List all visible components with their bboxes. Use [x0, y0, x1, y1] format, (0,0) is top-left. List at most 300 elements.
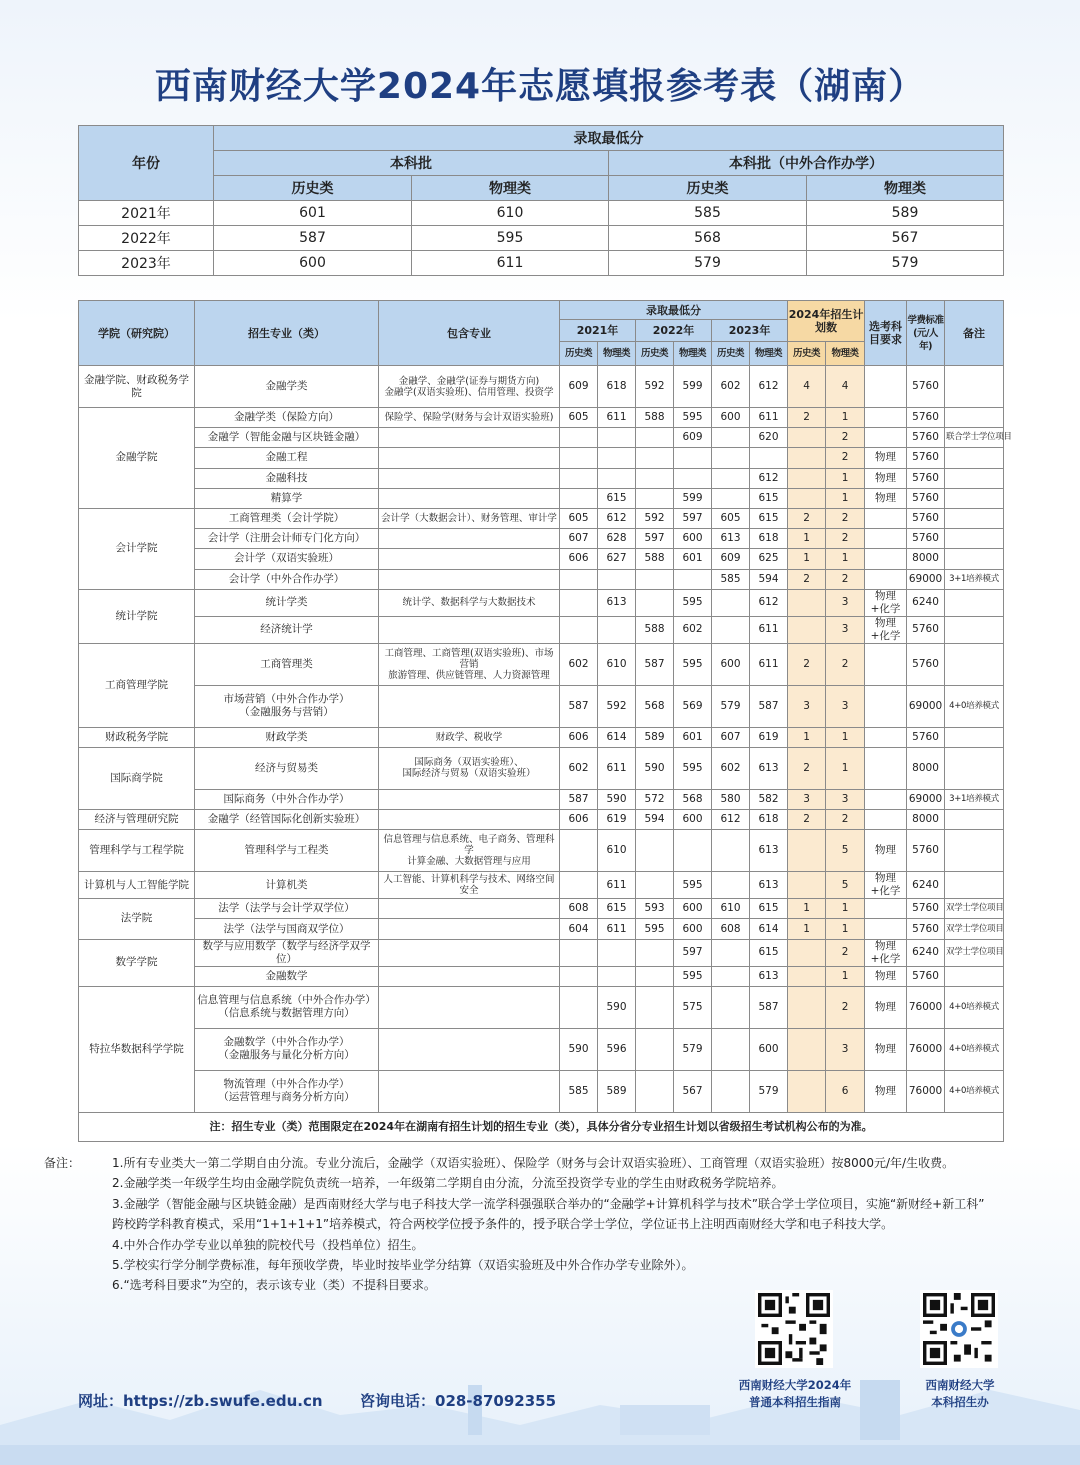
score-cell	[636, 939, 674, 966]
remark-cell: 3+1培养模式	[945, 789, 1004, 809]
score-cell: 585	[560, 1070, 598, 1112]
score-cell: 615	[598, 488, 636, 508]
college-cell: 金融学院、财政税务学院	[79, 366, 195, 408]
score-cell: 611	[750, 643, 788, 685]
header-min-score: 录取最低分	[560, 301, 788, 320]
college-cell: 金融学院	[79, 408, 195, 509]
score-cell: 602	[712, 366, 750, 408]
score-cell	[598, 966, 636, 986]
score-cell: 569	[674, 685, 712, 727]
remark-cell	[945, 830, 1004, 872]
major-cell: 市场营销（中外合作办学） （金融服务与营销）	[195, 685, 379, 727]
score-cell: 579	[750, 1070, 788, 1112]
major-cell: 金融学类（保险方向）	[195, 408, 379, 428]
score-cell: 605	[712, 508, 750, 528]
table-row	[79, 589, 1004, 616]
score-cell: 611	[598, 919, 636, 939]
score-cell: 590	[560, 1028, 598, 1070]
score-cell: 568	[609, 226, 807, 251]
score-cell: 612	[750, 366, 788, 408]
include-cell	[379, 529, 560, 549]
score-cell	[636, 830, 674, 872]
include-cell	[379, 966, 560, 986]
subject-cell	[865, 747, 907, 789]
header-year: 年份	[79, 126, 214, 201]
remark-cell: 双学士学位项目	[945, 919, 1004, 939]
major-cell: 计算机类	[195, 872, 379, 899]
major-cell: 工商管理类	[195, 643, 379, 685]
year-cell: 2023年	[79, 251, 214, 276]
score-cell	[636, 468, 674, 488]
include-cell	[379, 616, 560, 643]
score-cell: 625	[750, 549, 788, 569]
score-cell	[598, 939, 636, 966]
subject-cell	[865, 428, 907, 448]
score-cell	[712, 448, 750, 468]
plan-physics-cell: 6	[826, 1070, 865, 1112]
subject-cell	[865, 810, 907, 830]
header-history: 历史类	[636, 342, 674, 366]
fee-cell: 76000	[907, 986, 945, 1028]
subject-cell: 物理	[865, 986, 907, 1028]
score-cell: 612	[750, 589, 788, 616]
include-cell	[379, 448, 560, 468]
include-cell	[379, 549, 560, 569]
major-cell: 经济统计学	[195, 616, 379, 643]
include-cell	[379, 810, 560, 830]
header-year-2023: 2023年	[712, 320, 788, 342]
plan-physics-cell: 5	[826, 830, 865, 872]
summary-row	[79, 201, 1004, 226]
header-remark: 备注	[945, 301, 1004, 366]
score-cell: 613	[750, 747, 788, 789]
score-cell	[560, 448, 598, 468]
plan-physics-cell: 1	[826, 899, 865, 919]
score-cell	[674, 448, 712, 468]
include-cell: 工商管理、工商管理(双语实验班)、市场营销 旅游管理、供应链管理、人力资源管理	[379, 643, 560, 685]
header-year-2021: 2021年	[560, 320, 636, 342]
plan-physics-cell: 3	[826, 589, 865, 616]
include-cell	[379, 919, 560, 939]
score-cell: 593	[636, 899, 674, 919]
header-min-score: 录取最低分	[214, 126, 1004, 151]
score-cell: 610	[598, 830, 636, 872]
fee-cell: 5760	[907, 468, 945, 488]
score-cell: 604	[560, 919, 598, 939]
fee-cell: 76000	[907, 1028, 945, 1070]
fee-cell: 6240	[907, 872, 945, 899]
score-cell: 615	[750, 488, 788, 508]
remark-cell: 双学士学位项目	[945, 899, 1004, 919]
remark-cell: 双学士学位项目	[945, 939, 1004, 966]
score-cell: 609	[712, 549, 750, 569]
score-cell	[636, 569, 674, 589]
score-cell: 601	[674, 549, 712, 569]
plan-history-cell: 2	[788, 643, 826, 685]
header-joint-batch: 本科批（中外合作办学）	[609, 151, 1004, 176]
score-cell: 595	[674, 747, 712, 789]
subject-cell: 物理+化学	[865, 939, 907, 966]
score-cell	[560, 616, 598, 643]
major-cell: 物流管理（中外合作办学） （运营管理与商务分析方向）	[195, 1070, 379, 1112]
subject-cell	[865, 508, 907, 528]
major-cell: 金融学（智能金融与区块链金融）	[195, 428, 379, 448]
score-cell: 619	[598, 810, 636, 830]
include-cell: 保险学、保险学(财务与会计双语实验班)	[379, 408, 560, 428]
score-cell: 594	[636, 810, 674, 830]
major-cell: 精算学	[195, 488, 379, 508]
score-cell: 592	[636, 508, 674, 528]
subject-cell: 物理	[865, 468, 907, 488]
score-cell: 590	[598, 789, 636, 809]
remark-cell	[945, 966, 1004, 986]
score-cell: 585	[712, 569, 750, 589]
score-cell: 609	[560, 366, 598, 408]
subject-cell: 物理	[865, 448, 907, 468]
major-cell: 金融学（经管国际化创新实验班）	[195, 810, 379, 830]
score-cell	[560, 830, 598, 872]
remark-cell: 4+0培养模式	[945, 1028, 1004, 1070]
score-cell	[560, 428, 598, 448]
score-cell	[560, 488, 598, 508]
score-cell: 602	[560, 747, 598, 789]
subject-cell	[865, 549, 907, 569]
header-subject: 选考科目要求	[865, 301, 907, 366]
plan-history-cell	[788, 1070, 826, 1112]
score-cell	[598, 616, 636, 643]
plan-physics-cell: 2	[826, 508, 865, 528]
score-cell: 614	[598, 727, 636, 747]
header-regular-batch: 本科批	[214, 151, 609, 176]
table-row	[79, 830, 1004, 872]
score-cell	[712, 1028, 750, 1070]
plan-physics-cell: 1	[826, 727, 865, 747]
subject-cell: 物理	[865, 1028, 907, 1070]
score-cell: 595	[636, 919, 674, 939]
score-cell: 597	[674, 508, 712, 528]
notes-section	[44, 1153, 1018, 1296]
score-cell: 599	[674, 488, 712, 508]
plan-physics-cell: 1	[826, 747, 865, 789]
score-cell: 620	[750, 428, 788, 448]
score-cell: 605	[560, 408, 598, 428]
include-cell	[379, 685, 560, 727]
table-row	[79, 428, 1004, 448]
fee-cell: 8000	[907, 549, 945, 569]
score-cell	[674, 569, 712, 589]
qr-caption-guide: 西南财经大学2024年 普通本科招生指南	[738, 1378, 852, 1409]
major-cell: 金融数学（中外合作办学） （金融服务与量化分析方向）	[195, 1028, 379, 1070]
score-cell: 610	[712, 899, 750, 919]
plan-history-cell: 1	[788, 529, 826, 549]
subject-cell: 物理	[865, 1070, 907, 1112]
score-cell	[750, 448, 788, 468]
plan-history-cell	[788, 830, 826, 872]
subject-cell	[865, 366, 907, 408]
subject-cell	[865, 529, 907, 549]
include-cell: 信息管理与信息系统、电子商务、管理科学 计算金融、大数据管理与应用	[379, 830, 560, 872]
table-row	[79, 966, 1004, 986]
score-cell: 606	[560, 549, 598, 569]
score-cell: 579	[712, 685, 750, 727]
fee-cell: 5760	[907, 899, 945, 919]
major-cell: 法学（法学与会计学双学位）	[195, 899, 379, 919]
phone-number: 咨询电话：028-87092355	[360, 1392, 557, 1410]
plan-history-cell	[788, 589, 826, 616]
table-row	[79, 508, 1004, 528]
score-cell: 600	[674, 529, 712, 549]
table-row	[79, 986, 1004, 1028]
score-cell	[636, 966, 674, 986]
qr-caption-office: 西南财经大学 本科招生办	[925, 1378, 995, 1409]
score-cell: 602	[674, 616, 712, 643]
remark-cell	[945, 643, 1004, 685]
major-cell: 工商管理类（会计学院）	[195, 508, 379, 528]
major-cell: 会计学（中外合作办学）	[195, 569, 379, 589]
include-cell	[379, 428, 560, 448]
plan-physics-cell: 2	[826, 448, 865, 468]
remark-cell: 4+0培养模式	[945, 1070, 1004, 1112]
plan-history-cell	[788, 986, 826, 1028]
subject-cell	[865, 919, 907, 939]
plan-physics-cell: 1	[826, 408, 865, 428]
table-row	[79, 366, 1004, 408]
score-cell	[636, 448, 674, 468]
plan-physics-cell: 4	[826, 366, 865, 408]
include-cell	[379, 569, 560, 589]
score-cell: 568	[636, 685, 674, 727]
score-cell	[712, 986, 750, 1028]
fee-cell: 5760	[907, 643, 945, 685]
score-cell: 613	[598, 589, 636, 616]
score-cell: 588	[636, 616, 674, 643]
fee-cell: 5760	[907, 488, 945, 508]
college-cell: 经济与管理研究院	[79, 810, 195, 830]
major-cell: 数学与应用数学（数学与经济学双学位）	[195, 939, 379, 966]
score-cell: 579	[674, 1028, 712, 1070]
score-cell: 601	[674, 727, 712, 747]
plan-history-cell	[788, 448, 826, 468]
score-cell: 611	[598, 872, 636, 899]
year-cell: 2021年	[79, 201, 214, 226]
plan-physics-cell: 1	[826, 468, 865, 488]
plan-history-cell: 2	[788, 569, 826, 589]
score-cell: 600	[674, 919, 712, 939]
fee-cell: 69000	[907, 789, 945, 809]
table-row	[79, 872, 1004, 899]
fee-cell: 76000	[907, 1070, 945, 1112]
header-history: 历史类	[560, 342, 598, 366]
score-cell: 588	[636, 549, 674, 569]
score-cell: 608	[712, 919, 750, 939]
fee-cell: 5760	[907, 428, 945, 448]
website-link[interactable]: 网址：https://zb.swufe.edu.cn	[78, 1392, 323, 1410]
fee-cell: 6240	[907, 589, 945, 616]
remark-cell	[945, 448, 1004, 468]
remark-cell	[945, 508, 1004, 528]
score-cell: 600	[214, 251, 412, 276]
subject-cell	[865, 727, 907, 747]
college-cell: 国际商学院	[79, 747, 195, 809]
remark-cell	[945, 549, 1004, 569]
note-item: 3.金融学（智能金融与区块链金融）是西南财经大学与电子科技大学一流学科强强联合举办的“金融学+计算机科学与技术”联合学士学位项目，实施“新财经+新工科”	[112, 1196, 985, 1211]
college-cell: 计算机与人工智能学院	[79, 872, 195, 899]
score-cell: 572	[636, 789, 674, 809]
remark-cell	[945, 727, 1004, 747]
table-row	[79, 529, 1004, 549]
college-cell: 法学院	[79, 899, 195, 939]
score-cell	[598, 468, 636, 488]
score-cell: 596	[598, 1028, 636, 1070]
score-cell: 588	[636, 408, 674, 428]
plan-physics-cell: 1	[826, 549, 865, 569]
remark-cell	[945, 488, 1004, 508]
fee-cell: 5760	[907, 448, 945, 468]
score-cell: 628	[598, 529, 636, 549]
score-cell: 587	[750, 986, 788, 1028]
subject-cell: 物理+化学	[865, 872, 907, 899]
header-physics: 物理类	[598, 342, 636, 366]
score-cell: 595	[674, 643, 712, 685]
note-item: 4.中外合作办学专业以单独的院校代号（投档单位）招生。	[112, 1237, 424, 1252]
fee-cell: 8000	[907, 747, 945, 789]
major-cell: 经济与贸易类	[195, 747, 379, 789]
score-cell: 595	[674, 966, 712, 986]
plan-history-cell	[788, 939, 826, 966]
include-cell	[379, 899, 560, 919]
score-cell: 606	[560, 810, 598, 830]
score-cell: 602	[712, 747, 750, 789]
major-cell: 金融工程	[195, 448, 379, 468]
score-cell	[560, 939, 598, 966]
score-cell	[560, 589, 598, 616]
table-row	[79, 789, 1004, 809]
score-cell	[598, 428, 636, 448]
score-cell: 607	[712, 727, 750, 747]
score-cell: 614	[750, 919, 788, 939]
score-cell	[712, 1070, 750, 1112]
major-cell: 管理科学与工程类	[195, 830, 379, 872]
header-history: 历史类	[609, 176, 807, 201]
score-cell: 600	[712, 408, 750, 428]
remark-cell: 3+1培养模式	[945, 569, 1004, 589]
plan-history-cell	[788, 468, 826, 488]
remark-cell	[945, 468, 1004, 488]
summary-score-table	[78, 125, 1004, 276]
include-cell	[379, 939, 560, 966]
score-cell: 587	[560, 685, 598, 727]
major-cell: 法学（法学与国商双学位）	[195, 919, 379, 939]
plan-history-cell: 2	[788, 810, 826, 830]
include-cell	[379, 1070, 560, 1112]
score-cell: 580	[712, 789, 750, 809]
score-cell: 585	[609, 201, 807, 226]
score-cell: 589	[807, 201, 1004, 226]
subject-cell: 物理	[865, 966, 907, 986]
score-cell: 600	[674, 899, 712, 919]
plan-physics-cell: 2	[826, 529, 865, 549]
score-cell	[636, 1028, 674, 1070]
fee-cell: 8000	[907, 810, 945, 830]
table-row	[79, 1028, 1004, 1070]
score-cell: 619	[750, 727, 788, 747]
plan-history-cell: 1	[788, 899, 826, 919]
score-cell: 575	[674, 986, 712, 1028]
plan-history-cell: 2	[788, 408, 826, 428]
score-cell: 597	[636, 529, 674, 549]
remark-cell	[945, 529, 1004, 549]
table-row	[79, 569, 1004, 589]
major-cell: 会计学（双语实验班）	[195, 549, 379, 569]
table-note-row	[79, 1112, 1004, 1141]
plan-physics-cell: 1	[826, 966, 865, 986]
score-cell	[712, 966, 750, 986]
college-cell: 数学学院	[79, 939, 195, 986]
header-physics: 物理类	[674, 342, 712, 366]
include-cell: 金融学、金融学(证券与期货方向) 金融学(双语实验班)、信用管理、投资学	[379, 366, 560, 408]
score-cell	[712, 488, 750, 508]
score-cell	[636, 986, 674, 1028]
college-cell: 统计学院	[79, 589, 195, 643]
remark-cell	[945, 408, 1004, 428]
score-cell: 613	[750, 872, 788, 899]
score-cell: 618	[598, 366, 636, 408]
plan-physics-cell: 3	[826, 789, 865, 809]
score-cell: 610	[598, 643, 636, 685]
plan-physics-cell: 1	[826, 488, 865, 508]
score-cell: 618	[750, 810, 788, 830]
score-cell: 590	[636, 747, 674, 789]
score-cell: 612	[598, 508, 636, 528]
qr-code-admission-office[interactable]	[920, 1290, 998, 1368]
header-year-2022: 2022年	[636, 320, 712, 342]
fee-cell: 5760	[907, 919, 945, 939]
subject-cell	[865, 685, 907, 727]
include-cell	[379, 789, 560, 809]
table-row	[79, 919, 1004, 939]
remark-cell	[945, 747, 1004, 789]
score-cell: 594	[750, 569, 788, 589]
college-cell: 工商管理学院	[79, 643, 195, 727]
major-score-table	[78, 300, 1012, 1142]
major-cell: 金融科技	[195, 468, 379, 488]
plan-history-cell	[788, 872, 826, 899]
plan-physics-cell: 2	[826, 939, 865, 966]
subject-cell: 物理	[865, 488, 907, 508]
qr-code-admission-guide[interactable]	[755, 1290, 833, 1368]
score-cell: 615	[598, 899, 636, 919]
score-cell: 627	[598, 549, 636, 569]
plan-history-cell: 3	[788, 685, 826, 727]
notes-label: 备注：	[44, 1156, 81, 1170]
fee-cell: 5760	[907, 616, 945, 643]
plan-history-cell: 2	[788, 508, 826, 528]
score-cell: 589	[598, 1070, 636, 1112]
note-item: 6.“选考科目要求”为空的，表示该专业（类）不提科目要求。	[112, 1278, 436, 1293]
summary-row	[79, 226, 1004, 251]
score-cell	[560, 986, 598, 1028]
table-row	[79, 727, 1004, 747]
year-cell: 2022年	[79, 226, 214, 251]
subject-cell	[865, 899, 907, 919]
remark-cell: 联合学士学位项目	[945, 428, 1004, 448]
score-cell	[560, 468, 598, 488]
remark-cell: 4+0培养模式	[945, 685, 1004, 727]
fee-cell: 5760	[907, 508, 945, 528]
college-cell: 管理科学与工程学院	[79, 830, 195, 872]
score-cell	[674, 468, 712, 488]
plan-history-cell: 2	[788, 747, 826, 789]
